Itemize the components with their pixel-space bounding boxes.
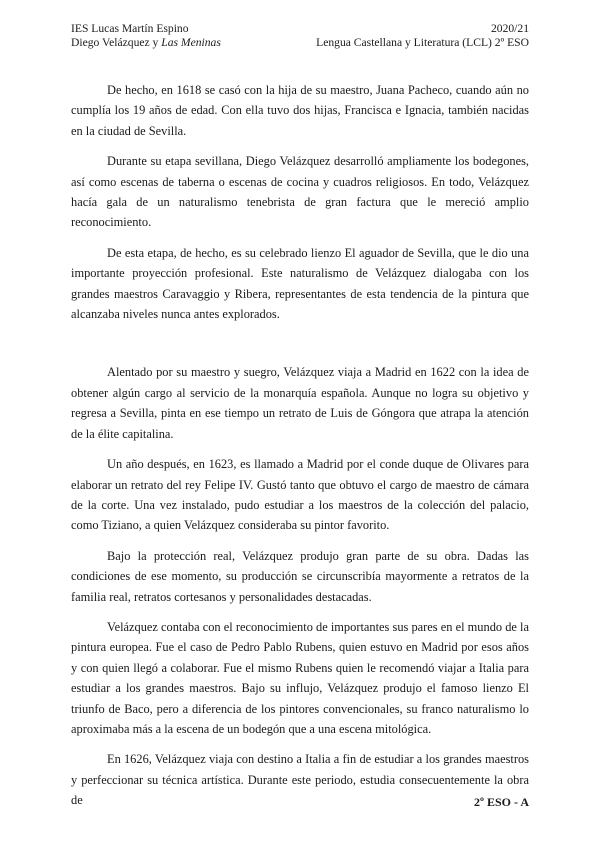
paragraph: En 1626, Velázquez viaja con destino a Italia a fin de estudiar a los grandes maestros y perfeccionar su técnica artística. Durante este periodo, estudia consecuentemente la obra de bbox=[71, 752, 529, 808]
course-name: Lengua Castellana y Literatura (LCL) 2º ESO bbox=[316, 35, 529, 49]
document-topic bbox=[71, 36, 221, 50]
topic-work-title: Las Meninas bbox=[161, 35, 221, 49]
school-name: IES Lucas Martín Espino bbox=[71, 22, 189, 35]
footer-label: 2º ESO - A bbox=[474, 795, 529, 809]
school-year: 2020/21 bbox=[490, 22, 529, 35]
document-body bbox=[71, 80, 529, 811]
paragraph: Durante su etapa sevillana, Diego Velázquez desarrolló ampliamente los bodegones, así como escenas de taberna o escenas de cocina y cuadros religiosos. En todo, Velázquez hacía gala de un naturalismo tenebrista de gran factura que le mereció amplio reconocimiento. bbox=[71, 154, 529, 230]
page-footer bbox=[0, 795, 600, 810]
header-row-2 bbox=[71, 36, 529, 50]
paragraph: Bajo la protección real, Velázquez produjo gran parte de su obra. Dadas las condiciones de ese momento, su producción se circunscribía mayormente a retratos de la familia real, retratos cortesanos y personalidades destacadas. bbox=[71, 548, 529, 604]
paragraph: Velázquez contaba con el reconocimiento de importantes sus pares en el mundo de la pintura europea. Fue el caso de Pedro Pablo Rubens, quien estuvo en Madrid por esos años y con quien llegó a colaborar. Fue el mismo Rubens quien le recomendó viajar a Italia para estudiar a los grandes maestros. Bajo su influjo, Velázquez produjo el famoso lienzo El triunfo de Baco, pero a diferencia de los pintores convencionales, su franco naturalismo lo aproximaba más a la escena de un bodegón que a una escena mitológica. bbox=[71, 619, 529, 736]
header-row-1 bbox=[71, 22, 529, 36]
page-header bbox=[71, 22, 529, 49]
topic-prefix: Diego Velázquez y bbox=[71, 35, 162, 49]
paragraph: Un año después, en 1623, es llamado a Madrid por el conde duque de Olivares para elaborar un retrato del rey Felipe IV. Gustó tanto que obtuvo el cargo de maestro de cámara de la corte. Una vez instalado, pudo estudiar a los maestros de la colección del palacio, como Tiziano, a quien Velázquez consideraba su pintor favorito. bbox=[71, 457, 529, 533]
paragraph: Alentado por su maestro y suegro, Velázquez viaja a Madrid en 1622 con la idea de obtener algún cargo al servicio de la monarquía española. Aunque no logra su objetivo y regresa a Sevilla, pinta en ese tiempo un retrato de Luis de Góngora que atrapa la atención de la élite capitalina. bbox=[71, 365, 529, 441]
paragraph: De esta etapa, de hecho, es su celebrado lienzo El aguador de Sevilla, que le dio una importante proyección profesional. Este naturalismo de Velázquez dialogaba con los grandes maestros Caravaggio y Ribera, representantes de esta tendencia de la pintura que alcanzaba niveles nunca antes explorados. bbox=[71, 245, 529, 322]
paragraph: De hecho, en 1618 se casó con la hija de su maestro, Juana Pacheco, cuando aún no cumplía los 19 años de edad. Con ella tuvo dos hijas, Francisca e Ignacia, también nacidas en la ciudad de Sevilla. bbox=[71, 83, 529, 138]
